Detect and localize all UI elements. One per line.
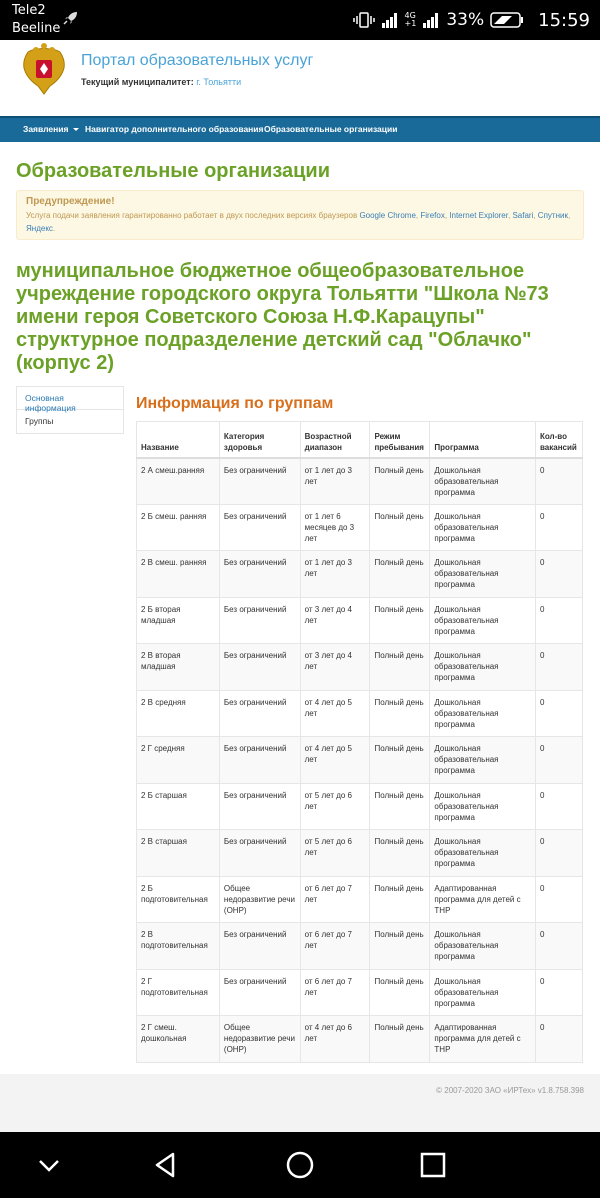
cell-mode: Полный день [370,783,430,830]
cell-age: от 6 лет до 7 лет [300,969,370,1016]
cell-program: Дошкольная образовательная программа [430,644,536,691]
table-row [137,783,583,830]
network-type [405,12,417,28]
table-row [137,969,583,1016]
cell-age: от 3 лет до 4 лет [300,597,370,644]
signal-icon-1 [381,12,399,28]
cell-name: 2 В старшая [137,830,220,877]
site-header [0,40,600,116]
browser-link-firefox[interactable]: Firefox [420,211,445,220]
network-type-bottom: +1 [404,19,417,28]
side-item-main-info[interactable]: Основная информация [16,386,124,410]
cell-age: от 4 лет до 6 лет [300,1016,370,1063]
cell-mode: Полный день [370,830,430,877]
table-row [137,690,583,737]
cell-health: Без ограничений [219,969,300,1016]
copyright: © 2007-2020 ЗАО «ИРТех» v1.8.758.398 [436,1086,584,1095]
cell-mode: Полный день [370,458,430,505]
cell-mode: Полный день [370,690,430,737]
table-row [137,923,583,970]
cell-vacancies: 0 [535,690,582,737]
cell-program: Дошкольная образовательная программа [430,597,536,644]
cell-program: Дошкольная образовательная программа [430,458,536,505]
cell-name: 2 В смеш. ранняя [137,551,220,598]
browser-warning [16,190,584,240]
cell-program: Дошкольная образовательная программа [430,783,536,830]
home-icon[interactable] [285,1150,315,1180]
col-header-vacancies: Кол-во вакансий [535,422,582,458]
cell-name: 2 А смеш.ранняя [137,458,220,505]
cell-name: 2 Г подготовительная [137,969,220,1016]
signal-icon-2 [422,12,440,28]
groups-table [136,421,583,1063]
cell-mode: Полный день [370,737,430,784]
cell-name: 2 В средняя [137,690,220,737]
table-row [137,644,583,691]
cell-program: Дошкольная образовательная программа [430,690,536,737]
cell-vacancies: 0 [535,458,582,505]
cell-vacancies: 0 [535,783,582,830]
municipality-link[interactable]: г. Тольятти [196,77,242,87]
status-right [353,8,590,32]
cell-age: от 1 лет 6 месяцев до 3 лет [300,504,370,551]
nav-item-applications[interactable] [23,124,79,134]
carrier-1: Tele2 [12,3,46,18]
cell-program: Дошкольная образовательная программа [430,504,536,551]
table-row [137,551,583,598]
table-header-row [137,422,583,458]
cell-program: Дошкольная образовательная программа [430,830,536,877]
nav-item-label: Заявления [23,124,69,134]
cell-age: от 5 лет до 6 лет [300,830,370,877]
nav-item-organizations[interactable]: Образовательные организации [264,124,398,134]
cell-name: 2 В вторая младшая [137,644,220,691]
battery-icon [490,12,524,28]
caret-down-icon [73,128,79,131]
cell-health: Без ограничений [219,737,300,784]
browser-link-safari[interactable]: Safari [512,211,534,220]
cell-health: Общее недоразвитие речи (ОНР) [219,1016,300,1063]
cell-health: Без ограничений [219,644,300,691]
chevron-down-icon[interactable] [34,1150,64,1180]
cell-program: Дошкольная образовательная программа [430,923,536,970]
cell-name: 2 Б вторая младшая [137,597,220,644]
cell-mode: Полный день [370,504,430,551]
cell-name: 2 Б подготовительная [137,876,220,923]
cell-age: от 6 лет до 7 лет [300,876,370,923]
cell-vacancies: 0 [535,551,582,598]
browser-link-yandex[interactable]: Яндекс [26,224,53,233]
network-type-top: 4G [404,11,416,20]
cell-name: 2 Г средняя [137,737,220,784]
municipality-label: Текущий муниципалитет: [81,77,194,87]
cell-mode: Полный день [370,1016,430,1063]
cell-name: 2 В подготовительная [137,923,220,970]
cell-vacancies: 0 [535,876,582,923]
cell-program: Дошкольная образовательная программа [430,737,536,784]
cell-vacancies: 0 [535,644,582,691]
table-row [137,504,583,551]
cell-vacancies: 0 [535,830,582,877]
table-body [137,458,583,1063]
cell-mode: Полный день [370,923,430,970]
android-nav-bar [0,1132,600,1198]
col-header-age: Возрастной диапазон [300,422,370,458]
browser-link-ie[interactable]: Internet Explorer [449,211,508,220]
cell-health: Без ограничений [219,597,300,644]
browser-link-chrome[interactable]: Google Chrome [359,211,416,220]
cell-health: Без ограничений [219,504,300,551]
cell-health: Без ограничений [219,923,300,970]
back-icon[interactable] [151,1150,181,1180]
col-header-program: Программа [430,422,536,458]
table-row [137,737,583,784]
cell-program: Дошкольная образовательная программа [430,551,536,598]
cell-health: Без ограничений [219,830,300,877]
cell-health: Без ограничений [219,783,300,830]
footer [0,1074,600,1132]
table-row [137,597,583,644]
cell-vacancies: 0 [535,969,582,1016]
status-bar [0,0,600,40]
cell-age: от 1 лет до 3 лет [300,551,370,598]
carrier-names [12,2,60,38]
cell-health: Без ограничений [219,458,300,505]
cell-name: 2 Б старшая [137,783,220,830]
table-row [137,458,583,505]
cell-name: 2 Б смеш. ранняя [137,504,220,551]
cell-mode: Полный день [370,969,430,1016]
cell-age: от 3 лет до 4 лет [300,644,370,691]
warning-text: Услуга подачи заявления гарантированно работает в двух последних версиях браузеров Google Chrome, Firefox, Internet Explorer, Safari, Спутник, Яндекс. [26,211,571,233]
cell-mode: Полный день [370,597,430,644]
portal-title[interactable]: Портал образовательных услуг [81,52,314,69]
cell-program: Адаптированная программа для детей с ТНР [430,876,536,923]
warning-message: Услуга подачи заявления гарантированно работает в двух последних версиях браузеров [26,211,358,220]
clock: 15:59 [538,9,590,31]
cell-age: от 1 лет до 3 лет [300,458,370,505]
cell-vacancies: 0 [535,597,582,644]
table-row [137,830,583,877]
cell-mode: Полный день [370,551,430,598]
nav-item-navigator[interactable]: Навигатор дополнительного образования [85,124,264,134]
rocket-icon [62,9,80,27]
cell-vacancies: 0 [535,923,582,970]
cell-vacancies: 0 [535,737,582,784]
cell-name: 2 Г смеш. дошкольная [137,1016,220,1063]
cell-age: от 5 лет до 6 лет [300,783,370,830]
table-row [137,876,583,923]
cell-health: Общее недоразвитие речи (ОНР) [219,876,300,923]
cell-age: от 4 лет до 5 лет [300,737,370,784]
cell-program: Адаптированная программа для детей с ТНР [430,1016,536,1063]
cell-age: от 6 лет до 7 лет [300,923,370,970]
groups-title: Информация по группам [136,395,334,412]
municipality-line [81,77,241,87]
side-item-groups[interactable]: Группы [16,410,124,434]
vibrate-icon [353,11,375,29]
coat-of-arms-icon[interactable] [16,42,72,98]
cell-mode: Полный день [370,876,430,923]
col-header-health: Категория здоровья [219,422,300,458]
warning-title: Предупреждение! [26,196,115,207]
main-nav [0,116,600,142]
cell-program: Дошкольная образовательная программа [430,969,536,1016]
cell-vacancies: 0 [535,504,582,551]
col-header-name: Название [137,422,220,458]
organization-name: муниципальное бюджетное общеобразовательное учреждение городского округа Тольятти "Школа №73 имени героя Советского Союза Н.Ф.Карацупы" структурное подразделение детский сад "Облачко" (корпус 2) [16,260,549,374]
page-title: Образовательные организации [16,160,331,182]
carrier-2: Beeline [12,21,61,36]
cell-age: от 4 лет до 5 лет [300,690,370,737]
col-header-mode: Режим пребывания [370,422,430,458]
cell-health: Без ограничений [219,690,300,737]
table-row [137,1016,583,1063]
recents-icon[interactable] [418,1150,448,1180]
browser-link-sputnik[interactable]: Спутник [537,211,568,220]
cell-health: Без ограничений [219,551,300,598]
side-menu [16,386,124,434]
battery-percent: 33% [446,10,485,30]
cell-vacancies: 0 [535,1016,582,1063]
cell-mode: Полный день [370,644,430,691]
